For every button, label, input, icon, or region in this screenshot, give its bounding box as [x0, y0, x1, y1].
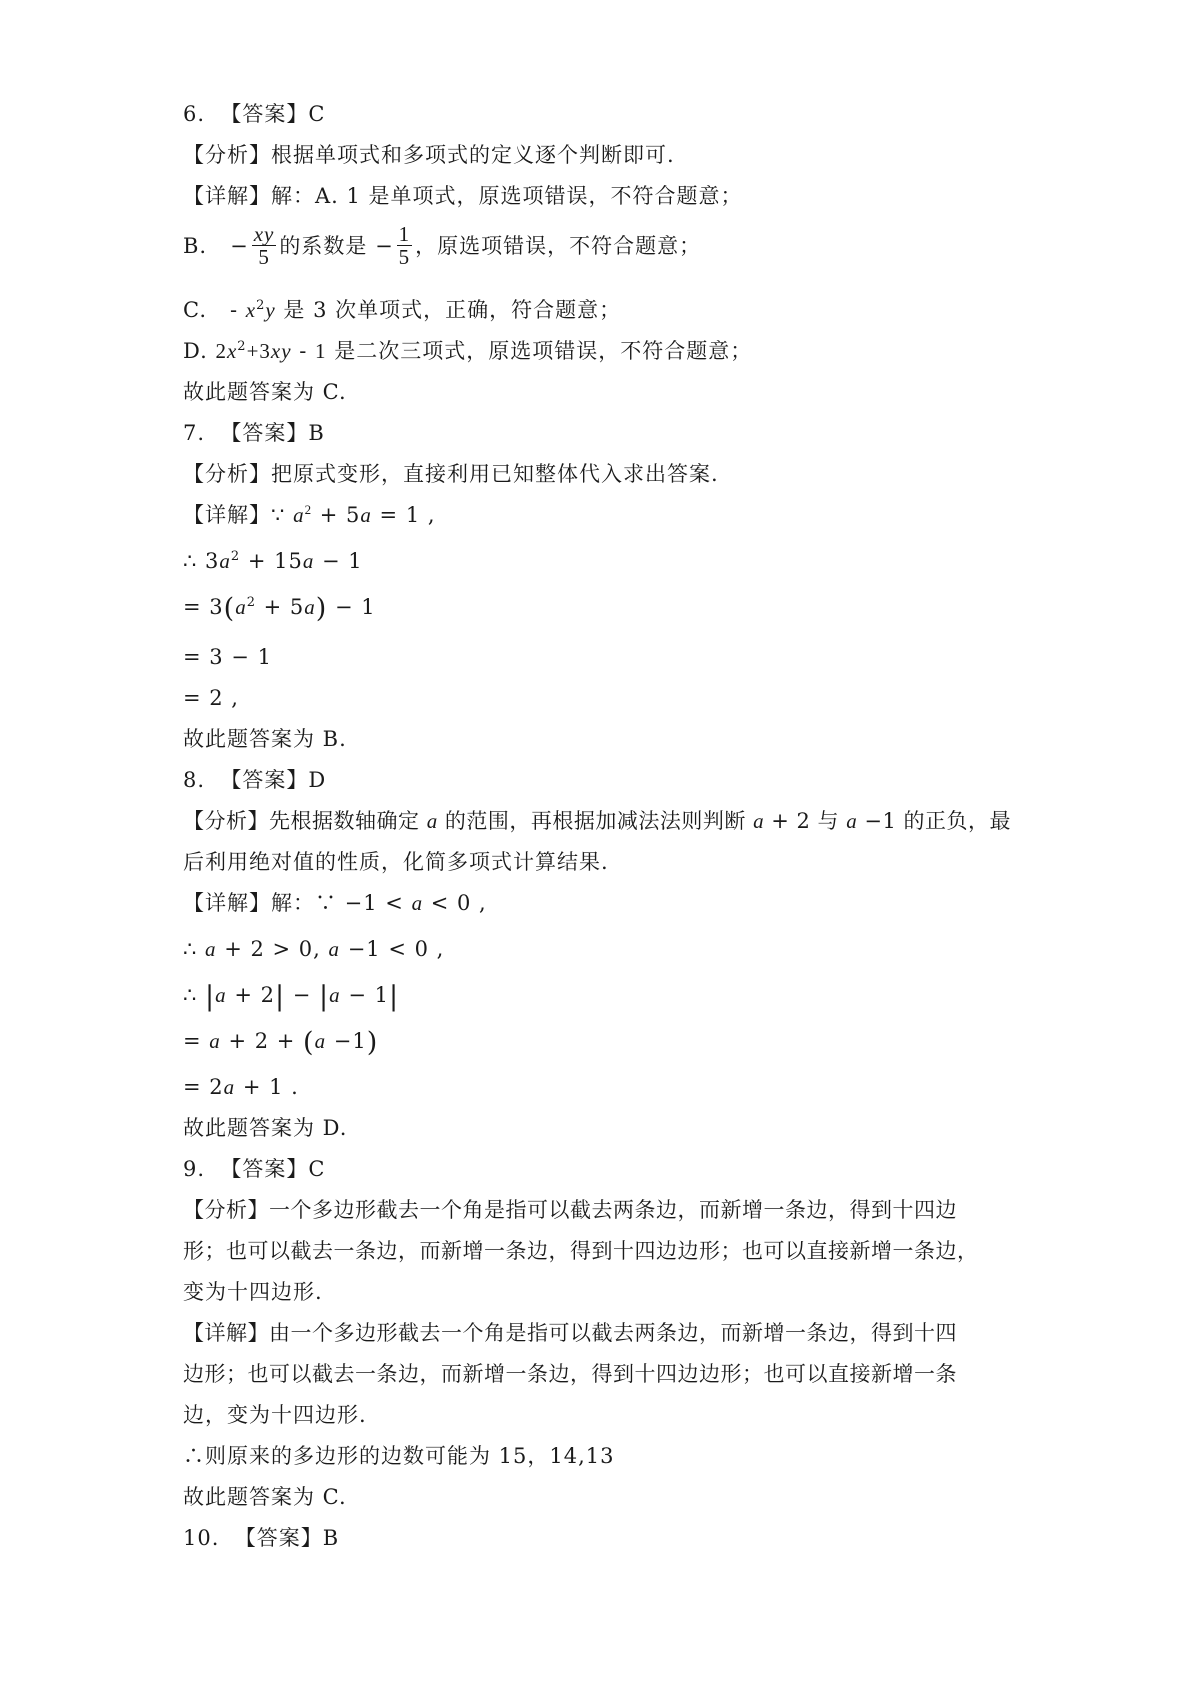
q9-analysis-line-3: 变为十四边形. — [183, 1280, 323, 1304]
q7-number: 7. — [183, 421, 206, 445]
q8-number: 8. — [183, 768, 206, 792]
q7-step-4: = 2 , — [183, 686, 239, 710]
q6-answer: C — [308, 102, 326, 126]
q6-answer-line — [183, 100, 325, 128]
q9-answer-line — [183, 1155, 325, 1183]
detail-lead: 解： — [271, 891, 315, 915]
analysis-text: 先根据数轴确定 — [269, 809, 420, 833]
q9-number: 9. — [183, 1157, 206, 1181]
q7-detail-line: 【详解】∵ $a^2 + 5a = 1$ , — [183, 502, 436, 527]
analysis-tag: 【分析】 — [183, 143, 271, 167]
fraction-xy-over-5 — [252, 223, 277, 268]
detail-tag: 【详解】 — [183, 1321, 269, 1345]
q6-option-a: A. 1 是单项式，原选项错误，不符合题意； — [315, 184, 743, 208]
fraction-numerator: 1 — [398, 222, 411, 246]
fraction-numerator: xy — [253, 222, 275, 246]
q10-number: 10. — [183, 1526, 220, 1550]
fraction-1-over-5 — [397, 223, 413, 268]
answer-tag: 【答案】 — [234, 1526, 323, 1550]
q6-analysis: 根据单项式和多项式的定义逐个判断即可. — [271, 143, 675, 167]
q6-option-b: B. − $\frac{xy}{5}$ 的系数是 − $\frac{1}{5}$ ，原选项错误，不符合题意； — [183, 222, 702, 269]
detail-tag: 【详解】 — [183, 184, 271, 208]
answer-tag: 【答案】 — [220, 768, 309, 792]
fraction-denominator: 5 — [258, 245, 270, 269]
q6-number: 6. — [183, 102, 206, 126]
q8-answer-line — [183, 766, 326, 794]
option-c-suffix: 是 3 次单项式，正确，符合题意； — [275, 298, 622, 322]
option-c-label: C. — [183, 298, 207, 322]
detail-text: 由一个多边形截去一个角是指可以截去两条边，而新增一条边，得到十四 — [269, 1321, 957, 1345]
analysis-tag: 【分析】 — [183, 1198, 269, 1222]
q8-analysis-line-2: 后利用绝对值的性质，化简多项式计算结果. — [183, 850, 609, 874]
q9-detail-line-2: 边形；也可以截去一条边，而新增一条边，得到十四边边形；也可以直接新增一条 — [183, 1362, 957, 1386]
q6-analysis-line — [183, 141, 675, 169]
q8-detail-line: 【详解】解：∵ −1 < a < 0 , — [183, 891, 487, 915]
q7-analysis-line — [183, 460, 719, 488]
analysis-text: 与 — [817, 809, 840, 833]
q7-step-3: = 3 − 1 — [183, 645, 272, 669]
q8-answer: D — [308, 768, 327, 792]
analysis-text: 的范围，再根据加减法法则判断 — [444, 809, 746, 833]
q9-answer: C — [308, 1157, 326, 1181]
option-b-suffix: ，原选项错误，不符合题意； — [415, 234, 702, 258]
q7-answer: B — [308, 421, 325, 445]
q7-analysis: 把原式变形，直接利用已知整体代入求出答案. — [271, 462, 719, 486]
detail-lead: 解： — [271, 184, 315, 208]
q8-analysis-line-1: 【分析】先根据数轴确定 a 的范围，再根据加减法法则判断 a + 2 与 a −1 的正负，最 — [183, 809, 1012, 833]
option-b-mid: 的系数是 — [279, 234, 368, 258]
q9-conclusion: 故此题答案为 C. — [183, 1485, 347, 1509]
q9-detail-line-3: 边，变为十四边形. — [183, 1403, 367, 1427]
q7-step-1: ∴ $3a^2 + 15a - 1$ — [183, 549, 363, 573]
option-b-label: B. — [183, 234, 208, 258]
analysis-tag: 【分析】 — [183, 809, 269, 833]
option-d-label: D. — [183, 339, 208, 363]
analysis-tag: 【分析】 — [183, 462, 271, 486]
q10-answer: B — [322, 1526, 340, 1550]
q9-analysis-line-2: 形；也可以截去一条边，而新增一条边，得到十四边边形；也可以直接新增一条边， — [183, 1239, 979, 1263]
answer-tag: 【答案】 — [220, 102, 309, 126]
q7-conclusion: 故此题答案为 B. — [183, 727, 347, 751]
q6-detail-line — [183, 182, 743, 210]
q10-answer-line — [183, 1524, 339, 1552]
q9-detail-line-4: ∴则原来的多边形的边数可能为 15，14,13 — [183, 1444, 615, 1468]
answer-tag: 【答案】 — [220, 421, 309, 445]
q8-step-2: ∴ |a + 2| − |a − 1| — [183, 981, 400, 1012]
q8-conclusion: 故此题答案为 D. — [183, 1116, 348, 1140]
detail-tag: 【详解】 — [183, 503, 271, 527]
analysis-text: 的正负，最 — [903, 809, 1012, 833]
q6-option-c: C. - $x^2y$ 是 3 次单项式，正确，符合题意； — [183, 298, 622, 322]
analysis-text: 一个多边形截去一个角是指可以截去两条边，而新增一条边，得到十四边 — [269, 1198, 957, 1222]
q8-step-1: ∴ a + 2 > 0, a −1 < 0 , — [183, 937, 445, 961]
q6-option-d: D. $2x^2+3xy - 1$ 是二次三项式，原选项错误，不符合题意； — [183, 339, 753, 363]
fraction-denominator: 5 — [398, 245, 411, 269]
option-d-suffix: 是二次三项式，原选项错误，不符合题意； — [326, 339, 753, 363]
detail-tag: 【详解】 — [183, 891, 271, 915]
q9-detail-line-1 — [183, 1319, 957, 1347]
q6-conclusion: 故此题答案为 C. — [183, 380, 347, 404]
answer-tag: 【答案】 — [220, 1157, 309, 1181]
q9-analysis-line-1 — [183, 1196, 957, 1224]
q7-step-2: = $3(a^2 + 5a) - 1$ — [183, 593, 376, 624]
q8-step-4: = 2a + 1 . — [183, 1075, 299, 1099]
q7-answer-line — [183, 419, 325, 447]
q8-step-3: = a + 2 + (a −1) — [183, 1027, 379, 1058]
